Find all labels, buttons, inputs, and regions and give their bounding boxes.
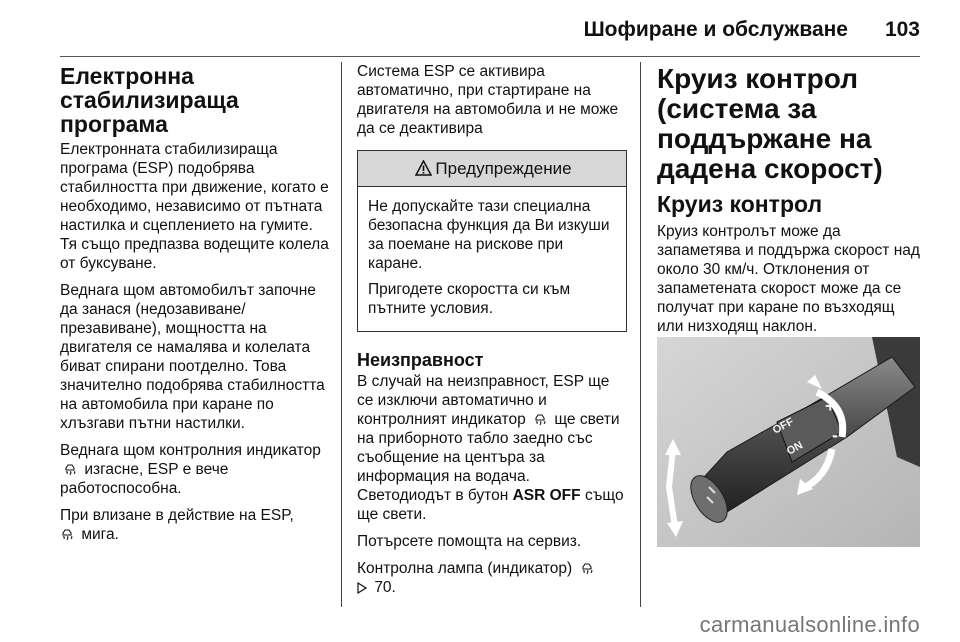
page-reference-link[interactable]: 70. [374, 579, 396, 596]
plus-label: + [825, 396, 836, 416]
text-fragment: Веднага щом контролния индикатор [60, 442, 321, 459]
off-label: OFF [770, 415, 796, 437]
esp-skid-car-icon [533, 412, 547, 426]
text-fragment: В случай на неизправност, ESP ще се изключи автоматично и контролният индикатор [357, 373, 610, 428]
esp-activation-paragraph: Система ESP се активира автоматично, при стартиране на двигателя на автомобила и не може да се деактивира [357, 63, 619, 137]
warning-triangle-icon [415, 160, 432, 176]
header-rule [60, 56, 920, 57]
page-number: 103 [884, 18, 920, 41]
on-label: ON [784, 439, 805, 458]
section-heading-esp: Електронна стабилизираща програма [60, 63, 239, 137]
text-fragment: ще свети на приборното табло заедно със съобщение на центъра за информация на водача. Светодиодът в бутон [357, 411, 620, 504]
cruise-control-stalk-figure [657, 337, 920, 547]
column-esp-continued [357, 62, 627, 605]
subheading-cruise-control: Круиз контрол [657, 191, 823, 217]
cruise-control-paragraph: Круиз контролът може да запаметява и поддържа скорост над около 30 км/ч. Отклонения от запаметената скорост може да се получат при каране по възходящ или низходящ наклон. [657, 223, 920, 335]
running-title: Шофиране и обслужване [583, 18, 848, 41]
text-fragment: При влизане в действие на ESP, [60, 507, 294, 524]
asr-off-button-label: ASR OFF [512, 487, 581, 504]
warning-text-2: Пригодете скоростта си към пътните условия. [368, 281, 571, 317]
column-esp [60, 62, 330, 552]
minus-label: - [832, 425, 838, 445]
esp-skid-car-icon [60, 527, 74, 541]
cruise-control-stalk-illustration [657, 337, 920, 547]
page-header [0, 0, 960, 50]
indicator-reference-paragraph [357, 559, 627, 597]
column-divider [341, 62, 342, 607]
esp-indicator-paragraph [60, 441, 330, 498]
warning-title: Предупреждение [435, 159, 572, 178]
esp-intro-paragraph: Електронната стабилизираща програма (ESP) подобрява стабилността при движение, когато е необходимо, независимо от пътната настилка и сцеплението на гумите. Тя също предпазва водещите колела от буксуване. [60, 141, 329, 272]
esp-skid-car-icon [580, 561, 594, 575]
column-cruise-control [657, 62, 922, 344]
watermark: carmanualsonline.info [699, 612, 920, 637]
text-fragment: мига. [81, 526, 119, 543]
text-fragment: Контролна лампа (индикатор) [357, 560, 573, 577]
warning-box [357, 150, 627, 332]
page-reference-triangle-icon [357, 582, 367, 594]
section-heading-cruise-control: Круиз контрол (система за поддържане на дадена скорост) [657, 63, 883, 184]
esp-flash-paragraph [60, 506, 330, 544]
esp-skid-paragraph: Веднага щом автомобилът започне да занася (недозавиване/ презавиване), мощността на двигателя се намалява и колелата биват спирани поотделно. Това значително подобрява стабилността на автомобила при каране по хлъзгави пътни настилки. [60, 282, 325, 432]
warning-body [358, 187, 626, 331]
text-fragment: също ще свети. [357, 487, 624, 523]
esp-skid-car-icon [63, 462, 77, 476]
warning-header [358, 151, 626, 187]
text-fragment: изгасне, ESP е вече работоспособна. [60, 461, 229, 497]
warning-text-1: Не допускайте тази специална безопасна функция да Ви изкуши за поемане на рискове при каране. [368, 198, 610, 272]
service-paragraph: Потърсете помощта на сервиз. [357, 533, 582, 550]
fault-heading: Неизправност [357, 350, 484, 370]
fault-paragraph [357, 372, 627, 524]
column-divider [640, 62, 641, 607]
